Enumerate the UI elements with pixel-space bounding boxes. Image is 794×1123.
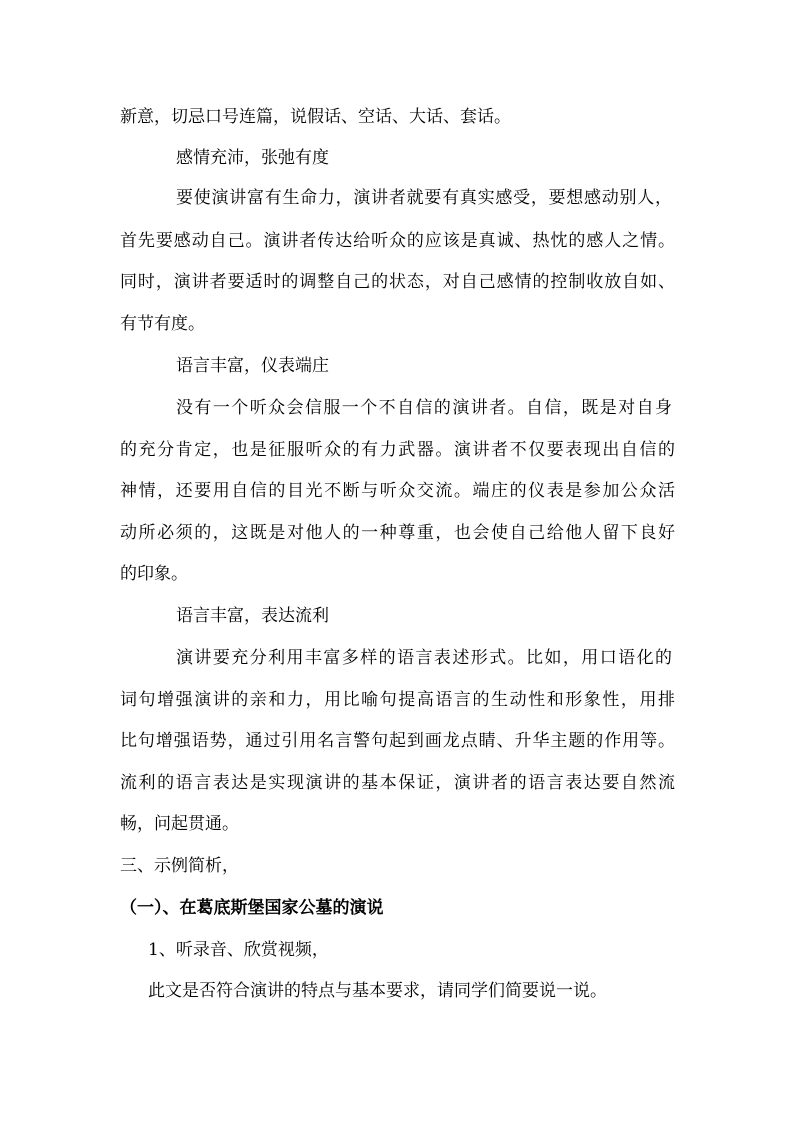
- paragraph-line: 流利的语言表达是实现演讲的基本保证，演讲者的语言表达要自然流: [120, 773, 675, 793]
- paragraph-line: 没有一个听众会信服一个不自信的演讲者。自信，既是对自身: [176, 398, 672, 418]
- paragraph-line: 神情，还要用自信的目光不断与听众交流。端庄的仪表是参加公众活: [120, 481, 675, 501]
- paragraph-line: 此文是否符合演讲的特点与基本要求，请同学们简要说一说。: [148, 981, 607, 1001]
- section-heading: 语言丰富，仪表端庄: [176, 356, 329, 376]
- section-heading: 感情充沛，张弛有度: [176, 148, 329, 168]
- paragraph-line: 畅，问起贯通。: [120, 814, 239, 834]
- paragraph-line: 的印象。: [120, 564, 188, 584]
- list-item: 1、听录音、欣赏视频，: [148, 940, 329, 960]
- paragraph-line: 要使演讲富有生命力，演讲者就要有真实感受，要想感动别人，: [176, 188, 672, 208]
- paragraph-line: 有节有度。: [120, 314, 205, 334]
- paragraph-line: 的充分肯定，也是征服听众的有力武器。演讲者不仅要表现出自信的: [120, 440, 675, 460]
- section-heading: 三、示例简析，: [120, 856, 239, 876]
- paragraph-line: 同时，演讲者要适时的调整自己的状态，对自己感情的控制收放自如、: [120, 272, 675, 292]
- paragraph-line: 动所必须的，这既是对他人的一种尊重，也会使自己给他人留下良好: [120, 523, 675, 543]
- subsection-heading: （一）、在葛底斯堡国家公墓的演说: [120, 898, 384, 918]
- paragraph-line: 首先要感动自己。演讲者传达给听众的应该是真诚、热忱的感人之情。: [120, 231, 675, 251]
- paragraph-line: 演讲要充分利用丰富多样的语言表述形式。比如，用口语化的: [176, 648, 672, 668]
- paragraph-line: 比句增强语势，通过引用名言警句起到画龙点睛、升华主题的作用等。: [120, 731, 675, 751]
- paragraph-line: 词句增强演讲的亲和力，用比喻句提高语言的生动性和形象性，用排: [120, 690, 675, 710]
- paragraph-line: 新意，切忌口号连篇，说假话、空话、大话、套话。: [120, 107, 511, 127]
- section-heading: 语言丰富，表达流利: [176, 606, 329, 626]
